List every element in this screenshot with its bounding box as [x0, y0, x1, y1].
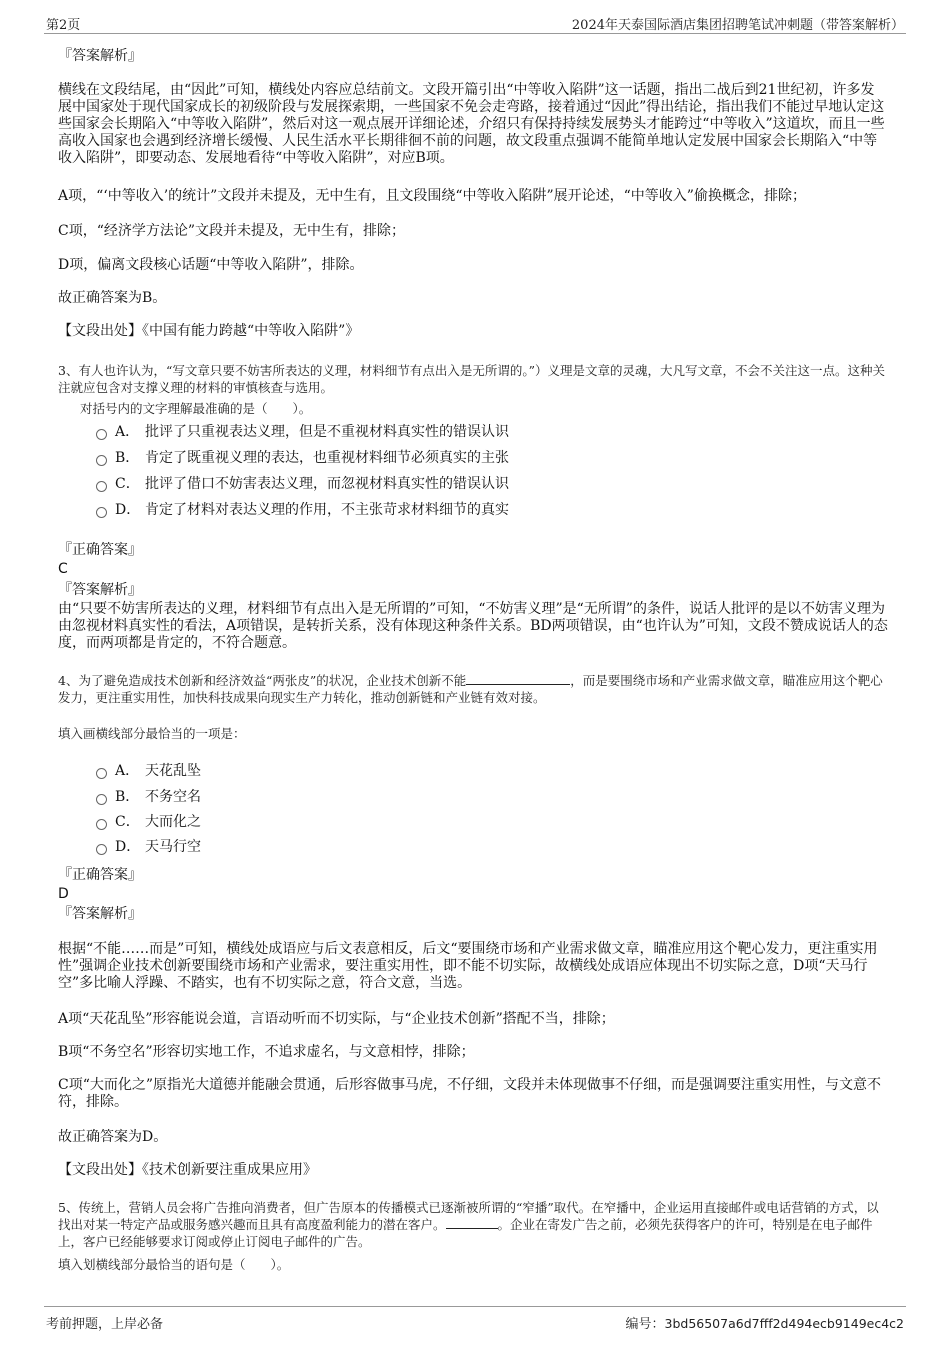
- q4-analysis-label: 『答案解析』: [58, 906, 142, 922]
- q4-option-d[interactable]: D． 天马行空: [96, 838, 201, 856]
- footer-slogan: 考前押题，上岸必备: [46, 1317, 164, 1332]
- radio-icon[interactable]: [96, 844, 107, 855]
- q5-prompt: 填入划横线部分最恰当的语句是（ ）。: [58, 1257, 290, 1272]
- radio-icon[interactable]: [96, 429, 107, 440]
- q2-source: 【文段出处】《中国有能力跨越“中等收入陷阱”》: [58, 323, 360, 339]
- q4-analysis-paragraph: 根据“不能……而是”可知，横线处成语应与后文表意相反，后文“要围绕市场和产业需求做文章，瞄准应用这个靶心发力，更注重实用性”强调企业技术创新要围绕市场和产业需求，要注重实用性，即不能不切实际，故横线处成语应体现出不切实际之意，D项“天马行空”多比喻人浮躁、不踏实，也有不切实际之意，符合文意，当选。: [58, 941, 878, 991]
- radio-icon[interactable]: [96, 794, 107, 805]
- q2-analysis-a: A项，“‘中等收入’的统计”文段并未提及，无中生有，且文段围绕“中等收入陷阱”展开论述，“中等收入”偷换概念，排除；: [58, 188, 806, 204]
- q3-option-c[interactable]: C． 批评了借口不妨害表达义理，而忽视材料真实性的错误认识: [96, 475, 509, 493]
- q4-analysis-b: B项“不务空名”形容切实地工作，不追求虚名，与文意相悖，排除；: [58, 1044, 475, 1060]
- radio-icon[interactable]: [96, 455, 107, 466]
- q3-correct-label: 『正确答案』: [58, 542, 142, 558]
- q3-option-b[interactable]: B． 肯定了既重视义理的表达，也重视材料细节必须真实的主张: [96, 449, 509, 467]
- q4-conclusion: 故正确答案为D。: [58, 1129, 168, 1145]
- q2-analysis-c: C项，“经济学方法论”文段并未提及，无中生有，排除；: [58, 223, 406, 239]
- q3-option-a[interactable]: A． 批评了只重视表达义理，但是不重视材料真实性的错误认识: [96, 423, 509, 441]
- q4-source: 【文段出处】《技术创新要注重成果应用》: [58, 1162, 317, 1178]
- q3-analysis: 由“只要不妨害所表达的义理，材料细节有点出入是无所谓的”可知，“不妨害义理”是“无所谓”的条件，说话人批评的是以不妨害义理为由忽视材料真实性的看法，A项错误，是转折关系，没有体现这种条件关系。BD两项错误，由“也许认为”可知，文段不赞成说话人的态度，而两项都是肯定的，不符合题意。: [58, 601, 888, 651]
- fill-blank: [446, 1216, 498, 1229]
- q2-analysis-label: 『答案解析』: [58, 48, 142, 64]
- q4-analysis-c: C项“大而化之”原指光大道德并能融会贯通，后形容做事马虎，不仔细，文段并未体现做事不仔细，而是强调要注重实用性，与文意不符，排除。: [58, 1077, 882, 1110]
- radio-icon[interactable]: [96, 768, 107, 779]
- footer-divider: [44, 1306, 906, 1307]
- q4-correct-answer: D: [58, 886, 69, 902]
- q3-analysis-label: 『答案解析』: [58, 582, 142, 598]
- q4-correct-label: 『正确答案』: [58, 867, 142, 883]
- footer-code: 编号：3bd56507a6d7fff2d494ecb9149ec4c2: [625, 1316, 904, 1332]
- q3-prompt: 对括号内的文字理解最准确的是（ ）。: [80, 401, 312, 416]
- q4-option-a[interactable]: A． 天花乱坠: [96, 762, 201, 780]
- q4-prompt: 填入画横线部分最恰当的一项是：: [58, 726, 246, 741]
- q4-stem: 4、为了避免造成技术创新和经济效益“两张皮”的状况，企业技术创新不能 ，而是要围绕市场和产业需求做文章，瞄准应用这个靶心发力，更注重实用性，加快科技成果向现实生产力转化，推动创新链和产业链有效对接。: [58, 673, 883, 705]
- q2-conclusion: 故正确答案为B。: [58, 290, 167, 306]
- q4-option-c[interactable]: C． 大而化之: [96, 813, 201, 831]
- fill-blank: [466, 672, 570, 685]
- q4-option-b[interactable]: B． 不务空名: [96, 788, 201, 806]
- radio-icon[interactable]: [96, 481, 107, 492]
- q4-analysis-a: A项“天花乱坠”形容能说会道，言语动听而不切实际，与“企业技术创新”搭配不当，排除；: [58, 1011, 615, 1027]
- page-number: 第2页: [46, 18, 81, 33]
- radio-icon[interactable]: [96, 819, 107, 830]
- q2-analysis-paragraph: 横线在文段结尾，由“因此”可知，横线处内容应总结前文。文段开篇引出“中等收入陷阱”这一话题，指出二战后到21世纪初，许多发展中国家处于现代国家成长的初级阶段与发展探索期，一些国家不免会走弯路，接着通过“因此”得出结论，指出我们不能过早地认定这些国家会长期陷入“中等收入陷阱”，然后对这一观点展开详细论述，介绍只有保持持续发展势头才能跨过“中等收入”这道坎，而且一些高收入国家也会遇到经济增长缓慢、人民生活水平长期徘徊不前的问题，故文段重点强调不能简单地认定发展中国家会长期陷入“中等收入陷阱”，即要动态、发展地看待“中等收入陷阱”，对应B项。: [58, 82, 885, 166]
- q3-stem: 3、有人也许认为，“写文章只要不妨害所表达的义理，材料细节有点出入是无所谓的。”）义理是文章的灵魂，大凡写文章，不会不关注这一点。这种关注就应包含对支撑义理的材料的审慎核查与选用。: [58, 363, 885, 395]
- q5-stem: 5、传统上，营销人员会将广告推向消费者，但广告原本的传播模式已逐渐被所谓的“窄播”取代。在窄播中，企业运用直接邮件或电话营销的方式，以找出对某一特定产品或服务感兴趣而且具有高度盈利能力的潜在客户。 。企业在寄发广告之前，必须先获得客户的许可，特别是在电子邮件上，客户已经能够要求订阅或停止订阅电子邮件的广告。: [58, 1200, 879, 1249]
- header-divider: [44, 33, 906, 34]
- document-title: 2024年天泰国际酒店集团招聘笔试冲刺题（带答案解析）: [571, 18, 904, 33]
- q3-correct-answer: C: [58, 561, 68, 577]
- radio-icon[interactable]: [96, 507, 107, 518]
- q2-analysis-d: D项，偏离文段核心话题“中等收入陷阱”，排除。: [58, 257, 364, 273]
- q3-option-d[interactable]: D． 肯定了材料对表达义理的作用，不主张苛求材料细节的真实: [96, 501, 509, 519]
